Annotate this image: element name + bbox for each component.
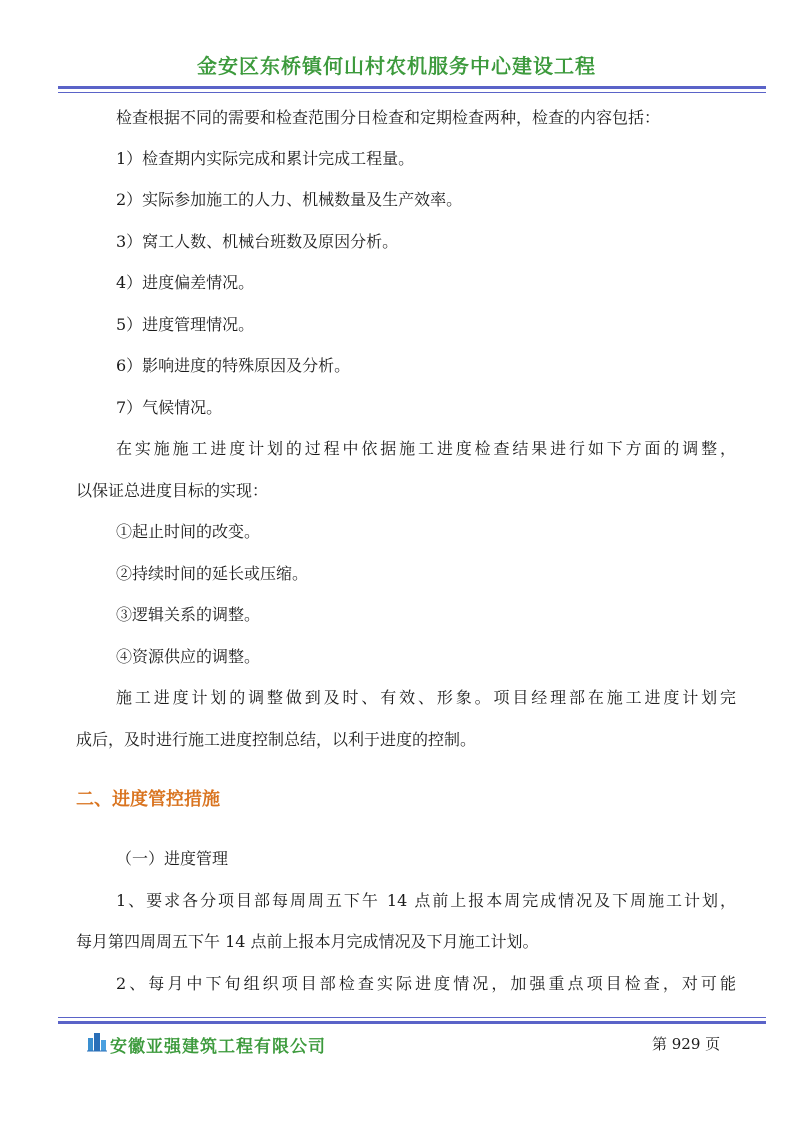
adjust-item-2: ②持续时间的延长或压缩。 — [116, 564, 309, 583]
list-item-1: 1）检查期内实际完成和累计完成工程量。 — [116, 149, 415, 168]
section-heading: 二、进度管控措施 — [76, 789, 220, 810]
footer-page-number: 第 929 页 — [652, 1035, 721, 1053]
sub-heading: （一）进度管理 — [116, 849, 229, 868]
list-item-3: 3）窝工人数、机械台班数及原因分析。 — [116, 232, 399, 251]
header-rule-thick — [58, 86, 766, 89]
footer-company-name: 安徽亚强建筑工程有限公司 — [110, 1037, 326, 1057]
footer-rule-thin — [58, 1017, 766, 1018]
paragraph-summary-line-2: 成后，及时进行施工进度控制总结，以利于进度的控制。 — [76, 730, 477, 749]
list-item-4: 4）进度偏差情况。 — [116, 273, 255, 292]
list-item-2: 2）实际参加施工的人力、机械数量及生产效率。 — [116, 190, 463, 209]
paragraph-report-line-2: 每月第四周周五下午 14 点前上报本月完成情况及下月施工计划。 — [76, 932, 539, 951]
paragraph-intro: 检查根据不同的需要和检查范围分日检查和定期检查两种，检查的内容包括： — [116, 108, 661, 127]
adjust-item-1: ①起止时间的改变。 — [116, 522, 261, 541]
paragraph-adjust-line-2: 以保证总进度目标的实现： — [76, 481, 269, 500]
paragraph-adjust-line-1: 在实施施工进度计划的过程中依据施工进度检查结果进行如下方面的调整， — [116, 439, 736, 458]
footer-rule-thick — [58, 1021, 766, 1024]
header-rule-thin — [58, 92, 766, 93]
list-item-7: 7）气候情况。 — [116, 398, 223, 417]
paragraph-summary-line-1: 施工进度计划的调整做到及时、有效、形象。项目经理部在施工进度计划完 — [116, 688, 736, 707]
adjust-item-3: ③逻辑关系的调整。 — [116, 605, 261, 624]
list-item-6: 6）影响进度的特殊原因及分析。 — [116, 356, 351, 375]
paragraph-report-line-1: 1、要求各分项目部每周周五下午 14 点前上报本周完成情况及下周施工计划， — [116, 891, 736, 910]
list-item-5: 5）进度管理情况。 — [116, 315, 255, 334]
building-logo-icon — [86, 1030, 108, 1052]
adjust-item-4: ④资源供应的调整。 — [116, 647, 261, 666]
page-header-title: 金安区东桥镇何山村农机服务中心建设工程 — [197, 54, 596, 78]
paragraph-check-line-1: 2、每月中下旬组织项目部检查实际进度情况，加强重点项目检查，对可能 — [116, 974, 736, 993]
